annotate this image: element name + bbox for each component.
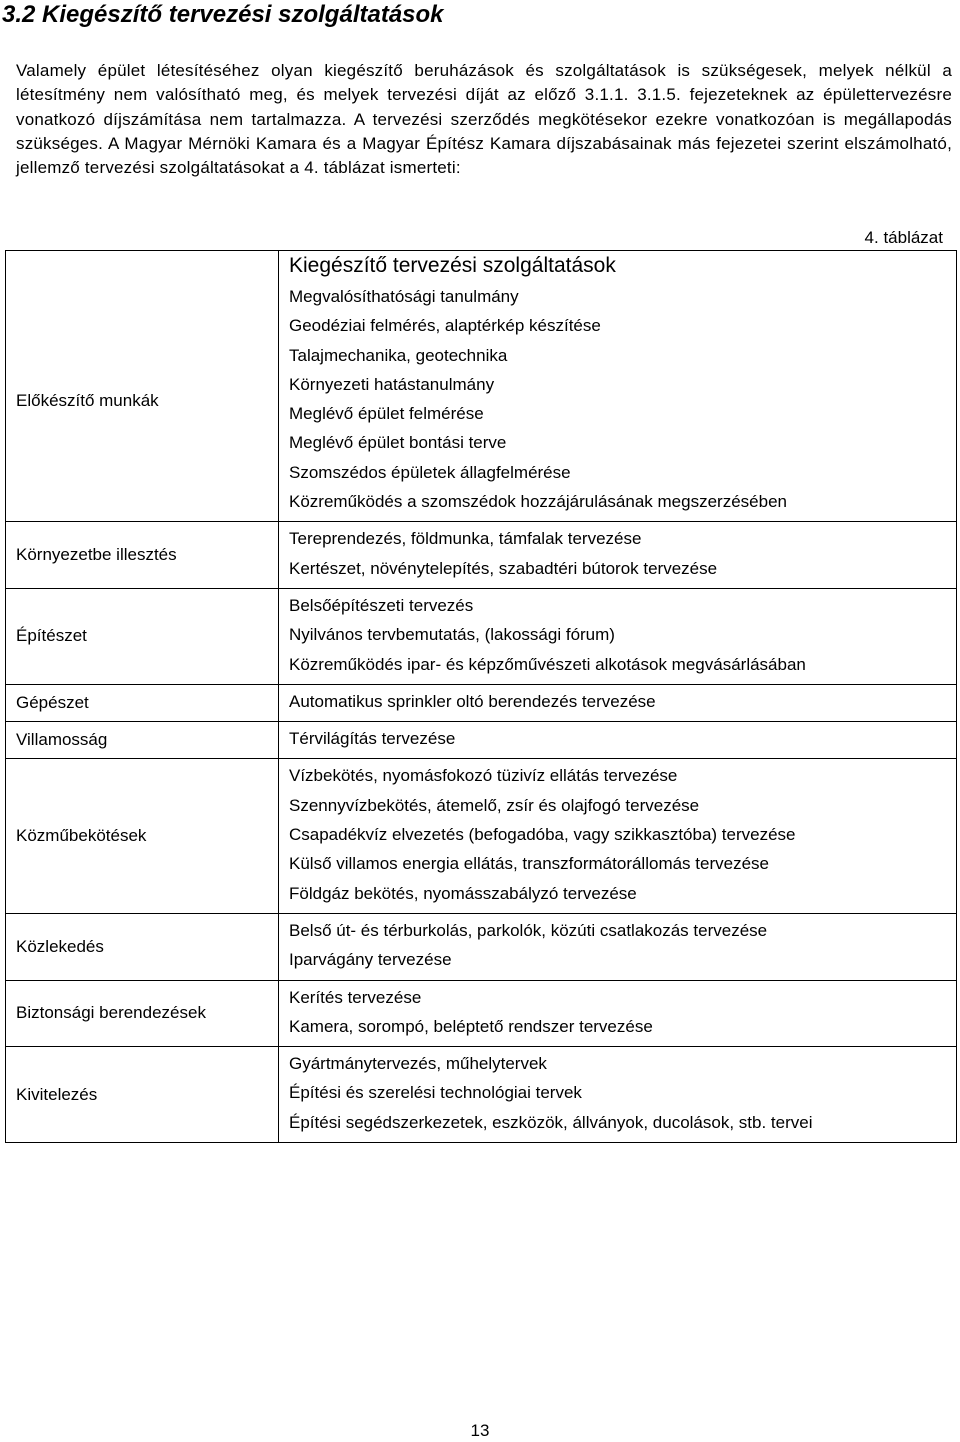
service-item: Megvalósíthatósági tanulmány bbox=[289, 287, 519, 306]
service-item: Meglévő épület felmérése bbox=[289, 404, 484, 424]
service-item: Csapadékvíz elvezetés (befogadóba, vagy szikkasztóba) tervezése bbox=[289, 825, 796, 845]
category-label: Kivitelezés bbox=[16, 1084, 98, 1104]
category-cell bbox=[6, 759, 279, 913]
table-row bbox=[6, 759, 957, 913]
service-items-cell bbox=[279, 980, 957, 1047]
service-item: Térvilágítás tervezése bbox=[289, 729, 456, 749]
table-row bbox=[6, 522, 957, 589]
category-cell bbox=[6, 280, 279, 522]
service-item: Talajmechanika, geotechnika bbox=[289, 345, 508, 365]
category-label: Közműbekötések bbox=[16, 826, 147, 846]
service-items-cell bbox=[279, 759, 957, 913]
table-caption-text: Kiegészítő tervezési szolgáltatások bbox=[289, 254, 616, 277]
table-row bbox=[6, 722, 957, 759]
service-item: Földgáz bekötés, nyomásszabályzó tervezése bbox=[289, 883, 637, 903]
category-label: Környezetbe illesztés bbox=[16, 545, 177, 565]
table-caption bbox=[279, 251, 957, 281]
caption-empty-cell bbox=[6, 251, 279, 281]
service-item: Építési segédszerkezetek, eszközök, állványok, ducolások, stb. tervei bbox=[289, 1112, 813, 1132]
service-item: Vízbekötés, nyomásfokozó tüzivíz ellátás tervezése bbox=[289, 766, 678, 786]
category-cell bbox=[6, 913, 279, 980]
service-item: Belsőépítészeti tervezés bbox=[289, 595, 474, 615]
category-cell bbox=[6, 522, 279, 589]
category-label: Közlekedés bbox=[16, 936, 104, 956]
table-label: 4. táblázat bbox=[864, 228, 943, 247]
service-list bbox=[289, 759, 956, 912]
service-item: Külső villamos energia ellátás, transzformátorállomás tervezése bbox=[289, 854, 769, 874]
table-row bbox=[6, 684, 957, 721]
service-list bbox=[289, 522, 956, 588]
service-items-cell bbox=[279, 588, 957, 684]
category-label: Villamosság bbox=[16, 730, 108, 750]
service-list bbox=[289, 685, 956, 721]
category-label: Biztonsági berendezések bbox=[16, 1003, 206, 1023]
service-list bbox=[289, 914, 956, 980]
category-cell bbox=[6, 588, 279, 684]
category-cell bbox=[6, 684, 279, 721]
service-item: Meglévő épület bontási terve bbox=[289, 433, 507, 453]
category-label: Előkészítő munkák bbox=[16, 390, 159, 410]
table-row bbox=[6, 588, 957, 684]
service-item: Belső út- és térburkolás, parkolók, közúti csatlakozás tervezése bbox=[289, 920, 768, 940]
service-item: Építési és szerelési technológiai tervek bbox=[289, 1083, 582, 1103]
category-cell bbox=[6, 980, 279, 1047]
service-items-cell bbox=[279, 684, 957, 721]
service-item: Automatikus sprinkler oltó berendezés tervezése bbox=[289, 691, 656, 711]
service-list bbox=[289, 589, 956, 684]
service-items-cell bbox=[279, 722, 957, 759]
table-row bbox=[6, 280, 957, 522]
service-item: Geodéziai felmérés, alaptérkép készítése bbox=[289, 316, 601, 336]
table-row bbox=[6, 913, 957, 980]
service-items-cell bbox=[279, 522, 957, 589]
page-number: 13 bbox=[470, 1421, 490, 1440]
section-heading: 3.2 Kiegészítő tervezési szolgáltatások bbox=[2, 1, 444, 28]
service-item: Közreműködés a szomszédok hozzájárulásának megszerzésében bbox=[289, 492, 787, 512]
service-items-cell bbox=[279, 1047, 957, 1143]
category-cell bbox=[6, 1047, 279, 1143]
service-items-cell bbox=[279, 280, 957, 522]
service-list bbox=[289, 280, 956, 521]
intro-paragraph: Valamely épület létesítéséhez olyan kiegészítő beruházások és szolgáltatások is szükségesek, melyek nélkül a létesítmény nem valósítható meg, és melyek tervezési díját az előző 3.1.1. 3.1.5. fejezeteknek az épülettervezésre vonatkozó díjszámítása nem tartalmazza. A tervezési szerződés megkötésekor ezekre vonatkozóan is megállapodás szükséges. A Magyar Mérnöki Kamara és a Magyar Építész Kamara díjszabásainak más fejezetei szerint elszámolható, jellemző tervezési szolgáltatásokat a 4. táblázat ismerteti: bbox=[16, 61, 952, 178]
service-item: Kertészet, növénytelepítés, szabadtéri bútorok tervezése bbox=[289, 558, 718, 578]
service-list bbox=[289, 1047, 956, 1142]
service-item: Gyártmánytervezés, műhelytervek bbox=[289, 1054, 547, 1074]
table-caption-row bbox=[6, 251, 957, 281]
service-item: Szennyvízbekötés, átemelő, zsír és olajfogó tervezése bbox=[289, 795, 700, 815]
service-list bbox=[289, 981, 956, 1047]
category-label: Gépészet bbox=[16, 693, 89, 712]
category-label: Építészet bbox=[16, 626, 87, 646]
service-items-cell bbox=[279, 913, 957, 980]
service-item: Környezeti hatástanulmány bbox=[289, 374, 495, 394]
service-item: Iparvágány tervezése bbox=[289, 950, 452, 970]
service-item: Kerítés tervezése bbox=[289, 987, 422, 1007]
service-list bbox=[289, 722, 956, 758]
service-item: Kamera, sorompó, beléptető rendszer tervezése bbox=[289, 1016, 653, 1036]
service-item: Szomszédos épületek állagfelmérése bbox=[289, 462, 571, 482]
service-item: Nyilvános tervbemutatás, (lakossági fórum) bbox=[289, 625, 615, 645]
services-table bbox=[5, 250, 957, 1143]
category-cell bbox=[6, 722, 279, 759]
service-item: Tereprendezés, földmunka, támfalak tervezése bbox=[289, 529, 642, 549]
service-item: Közreműködés ipar- és képzőművészeti alkotások megvásárlásában bbox=[289, 654, 806, 674]
table-row bbox=[6, 980, 957, 1047]
table-row bbox=[6, 1047, 957, 1143]
